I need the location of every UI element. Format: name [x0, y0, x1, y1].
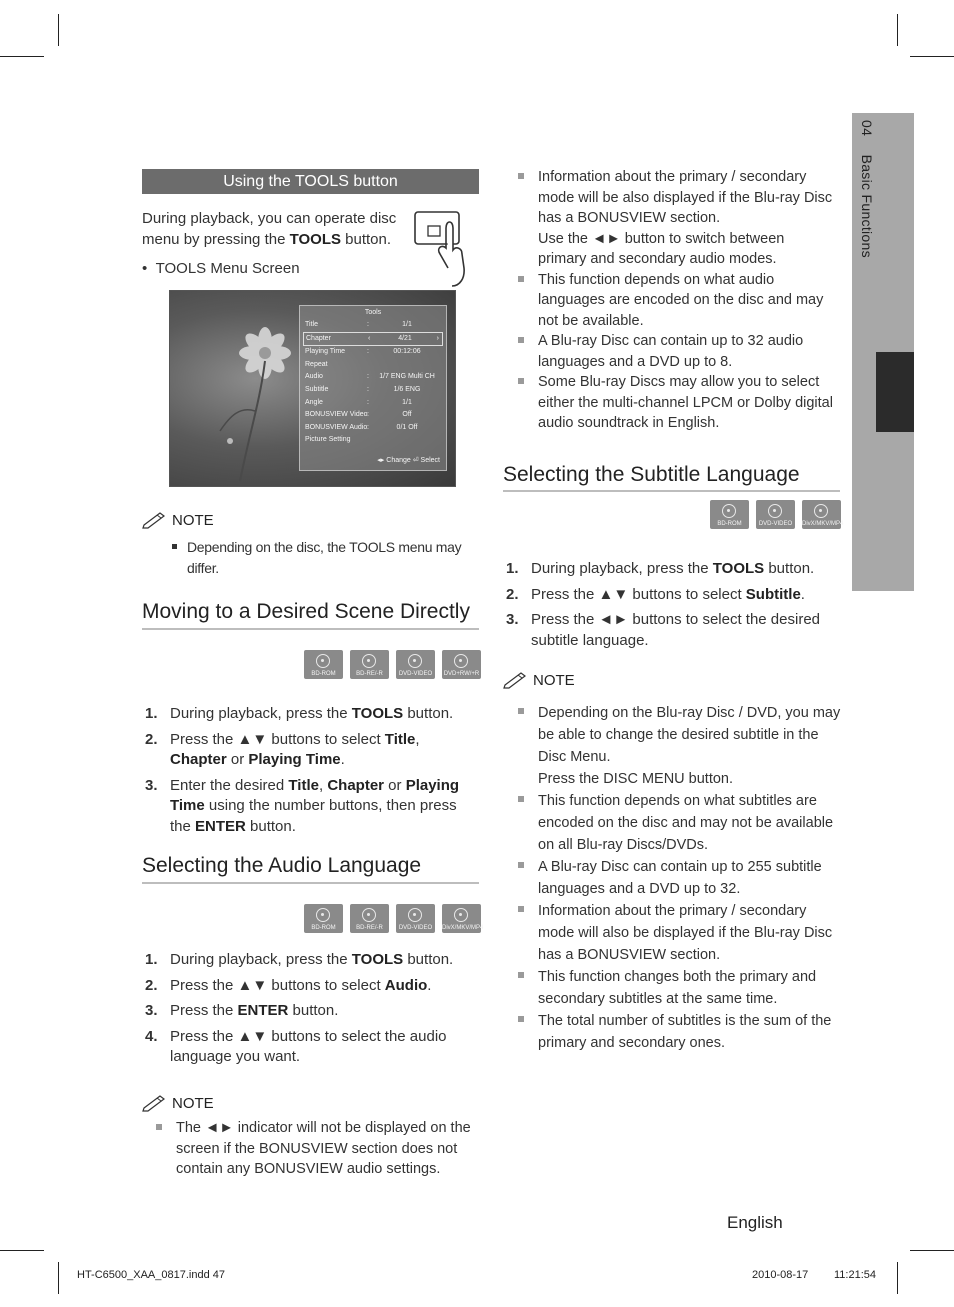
- heading-rule: [503, 490, 840, 492]
- tools-menu-row: Playing Time : 00:12:06: [305, 348, 421, 356]
- disc-icon: DVD+RW/+R: [442, 650, 481, 679]
- note-label: NOTE: [172, 511, 214, 529]
- heading-rule: [142, 628, 479, 630]
- note-label: NOTE: [172, 1094, 214, 1112]
- tools-menu-row: Picture Setting: [305, 436, 351, 444]
- disc-icons-subtitle: [710, 500, 844, 529]
- disc-icons-audio: [304, 904, 484, 933]
- audio-section-heading: Selecting the Audio Language: [142, 854, 422, 877]
- tools-section-heading: Using the TOOLS button: [142, 169, 479, 194]
- step-item: 3. Enter the desired Title, Chapter or Playing Time using the number buttons, then press the ENTER button.: [145, 776, 460, 835]
- step-item: 1. During playback, press the TOOLS button.: [145, 951, 454, 968]
- note-heading: [503, 671, 575, 689]
- note-heading: [142, 1094, 214, 1112]
- bullet-square-icon: [518, 337, 524, 343]
- pencil-icon: [503, 671, 527, 689]
- audio-note-list: [156, 1118, 478, 1180]
- crop-mark: [910, 1250, 954, 1251]
- info-item: This function depends on what audio languages are encoded on the disc and may not be available.: [518, 270, 836, 332]
- chapter-tab-marker: [876, 352, 914, 432]
- bullet-square-icon: [518, 796, 524, 802]
- disc-icon: BD-ROM: [304, 650, 343, 679]
- tools-intro-end: button.: [341, 231, 392, 248]
- note-text: The ◄► indicator will not be displayed on the screen if the BONUSVIEW section does not contain any BONUSVIEW audio settings.: [176, 1120, 471, 1177]
- note-heading: [142, 511, 214, 529]
- disc-icons-scene: [304, 650, 481, 679]
- disc-icon: DVD-VIDEO: [756, 500, 795, 529]
- crop-mark: [0, 1250, 44, 1251]
- tools-menu-row: Angle : 1/1: [305, 398, 412, 406]
- tools-intro-line1: During playback, you can operate disc: [142, 210, 397, 227]
- note-item: The total number of subtitles is the sum of the primary and secondary ones.: [518, 1010, 842, 1054]
- print-time: 11:21:54: [834, 1269, 877, 1281]
- step-item: 3. Press the ◄► buttons to select the desired subtitle language.: [506, 611, 821, 649]
- audio-steps: [142, 950, 478, 1068]
- step-item: 1. During playback, press the TOOLS button.: [506, 560, 815, 577]
- crop-mark: [58, 1262, 59, 1294]
- bullet-square-icon: [518, 173, 524, 179]
- bullet-square-icon: [518, 708, 524, 714]
- bullet-square-icon: [518, 906, 524, 912]
- tools-menu-row: BONUSVIEW Video : Off: [305, 411, 412, 419]
- disc-icon: DivX/MKV/MP4: [442, 904, 481, 933]
- tools-menu-bullet-label: TOOLS Menu Screen: [155, 260, 300, 277]
- tools-intro-text: menu by pressing the: [142, 231, 290, 248]
- step-item: 2. Press the ▲▼ buttons to select Subtitle.: [506, 585, 805, 603]
- disc-icon: DVD-VIDEO: [396, 904, 435, 933]
- crop-mark: [58, 14, 59, 46]
- tools-menu-screenshot: [169, 290, 456, 487]
- bullet-square-icon: [518, 276, 524, 282]
- step-item: 4. Press the ▲▼ buttons to select the audio language you want.: [145, 1027, 447, 1065]
- note-item: This function changes both the primary and secondary subtitles at the same time.: [518, 966, 842, 1010]
- info-item: Some Blu-ray Discs may allow you to select either the multi-channel LPCM or Dolby digital audio soundtrack in English.: [518, 372, 836, 434]
- subtitle-note-list: [518, 702, 842, 1054]
- step-item: 3. Press the ENTER button.: [145, 1002, 339, 1019]
- tools-menu-row-selected: Chapter 4/21 ‹ ›: [303, 332, 443, 347]
- note-label: NOTE: [533, 671, 575, 689]
- tools-menu-row: BONUSVIEW Audio : 0/1 Off: [305, 423, 418, 431]
- tools-keyword: TOOLS: [289, 231, 341, 248]
- tools-menu-footer: ◂▸ Change ⏎ Select: [377, 457, 440, 464]
- chevron-right-icon: ›: [436, 334, 439, 342]
- chapter-tab-label: [853, 120, 875, 258]
- audio-info-list: [518, 167, 836, 434]
- subtitle-steps: [503, 559, 839, 651]
- chapter-number: 04: [859, 120, 875, 137]
- scene-section-heading: Moving to a Desired Scene Directly: [142, 600, 470, 623]
- bullet-square-icon: [518, 972, 524, 978]
- note-list: [172, 537, 480, 579]
- tools-menu-panel: [299, 305, 447, 471]
- crop-mark: [897, 1262, 898, 1294]
- tools-menu-row: Subtitle : 1/6 ENG: [305, 385, 421, 393]
- bullet-square-icon: [518, 378, 524, 384]
- bullet-square-icon: [156, 1124, 162, 1130]
- note-item: Depending on the Blu-ray Disc / DVD, you may be able to change the desired subtitle in the Disc Menu. Press the DISC MENU button.: [518, 702, 842, 790]
- tools-menu-row: Title : 1/1: [305, 321, 412, 328]
- step-item: 2. Press the ▲▼ buttons to select Title, Chapter or Playing Time.: [145, 730, 420, 768]
- step-item: 2. Press the ▲▼ buttons to select Audio.: [145, 976, 432, 994]
- crop-mark: [897, 14, 898, 46]
- tools-menu-bullet: • TOOLS Menu Screen: [142, 260, 300, 277]
- subtitle-section-heading: Selecting the Subtitle Language: [503, 463, 800, 486]
- crop-mark: [910, 56, 954, 57]
- disc-icon: BD-RE/-R: [350, 904, 389, 933]
- tools-menu-row: Repeat: [305, 360, 328, 368]
- crop-mark: [0, 56, 44, 57]
- remote-press-icon: [412, 208, 478, 288]
- note-item: [156, 1118, 478, 1180]
- disc-icon: BD-ROM: [304, 904, 343, 933]
- print-date: 2010-08-17: [752, 1269, 809, 1281]
- tools-menu-title: Tools: [364, 309, 382, 316]
- note-item: [172, 537, 480, 579]
- step-item: 1. During playback, press the TOOLS button.: [145, 705, 454, 722]
- chapter-title: Basic Functions: [859, 154, 875, 258]
- bullet-square-icon: [172, 544, 177, 549]
- pencil-icon: [142, 1094, 166, 1112]
- disc-icon: DVD-VIDEO: [396, 650, 435, 679]
- pencil-icon: [142, 511, 166, 529]
- file-name: HT-C6500_XAA_0817.indd 47: [77, 1269, 225, 1281]
- chevron-left-icon: ‹: [368, 334, 371, 342]
- bullet-square-icon: [518, 1016, 524, 1022]
- disc-icon: BD-RE/-R: [350, 650, 389, 679]
- info-item: A Blu-ray Disc can contain up to 32 audio languages and a DVD up to 8.: [518, 331, 836, 372]
- bullet-square-icon: [518, 862, 524, 868]
- page-language: English: [727, 1213, 783, 1232]
- disc-icon: BD-ROM: [710, 500, 749, 529]
- info-item: Information about the primary / secondary mode will be also displayed if the Blu-ray Disc has a BONUSVIEW section. Use the ◄► button to switch between primary and secondary audio modes.: [518, 167, 836, 270]
- scene-steps: [142, 704, 478, 837]
- note-item: Information about the primary / secondary mode will also be displayed if the Blu-ray Disc has a BONUSVIEW section.: [518, 900, 842, 966]
- heading-rule: [142, 882, 479, 884]
- tools-intro: [142, 208, 412, 250]
- note-item: A Blu-ray Disc can contain up to 255 subtitle languages and a DVD up to 32.: [518, 856, 842, 900]
- note-text: Depending on the disc, the TOOLS menu may differ.: [187, 539, 462, 576]
- disc-icon: DivX/MKV/MP4: [802, 500, 841, 529]
- note-item: This function depends on what subtitles are encoded on the disc and may not be available on all Blu-ray Discs/DVDs.: [518, 790, 842, 856]
- tools-menu-row: Audio : 1/7 ENG Multi CH: [305, 373, 435, 381]
